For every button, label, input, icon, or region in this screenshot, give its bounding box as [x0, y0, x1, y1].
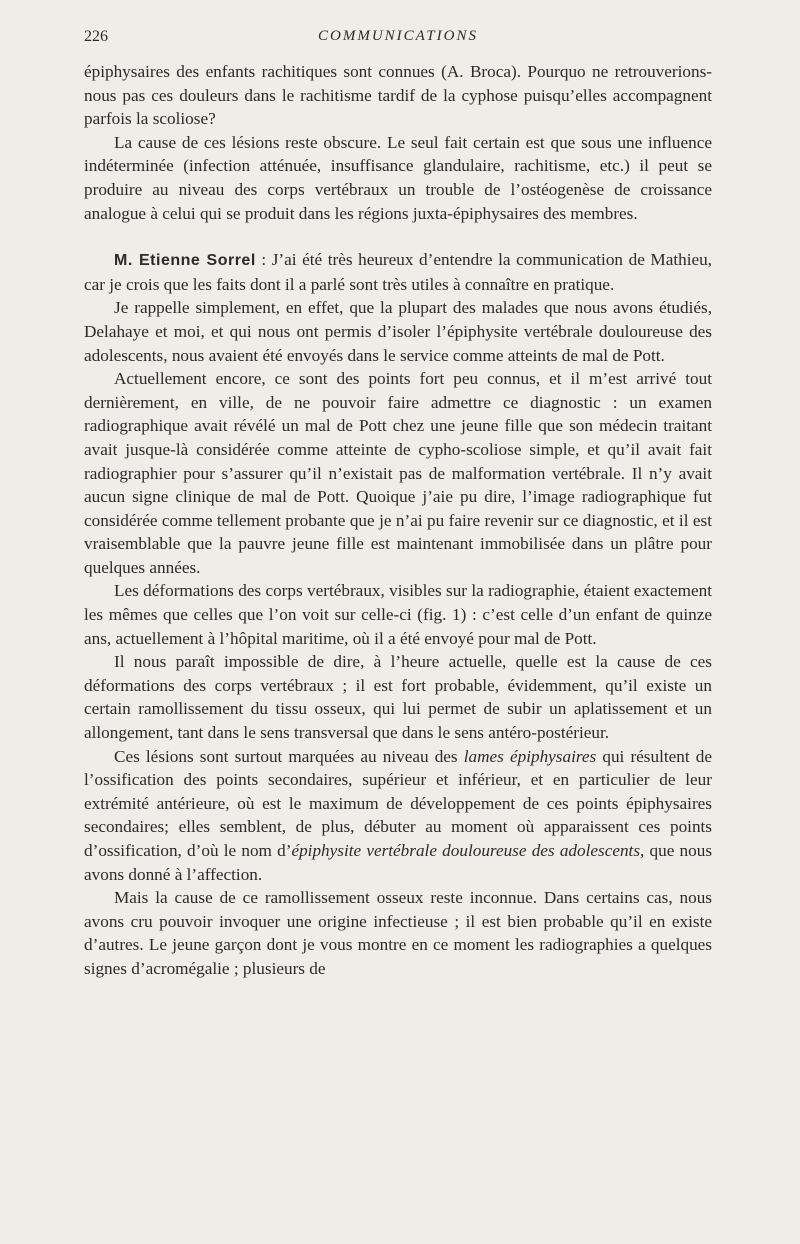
paragraph-8-italic-term: lames épiphysaires	[463, 746, 597, 766]
page-header	[84, 28, 712, 50]
paragraph-1: épiphysaires des enfants rachitiques sont connues (A. Broca). Pourquo ne retrouverions-nous pas ces douleurs dans le rachitisme tardif de la cyphose puisqu’elles accompagnent parfois la scoliose?	[84, 62, 712, 129]
paragraph-3-text: : J’ai été très heureux d’entendre la communication de Mathieu, car je crois que les faits dont il a parlé sont très utiles à connaître en pratique.	[84, 250, 712, 294]
paragraph-6: Les déformations des corps vertébraux, visibles sur la radiographie, étaient exactement les mêmes que celles que l’on voit sur celle-ci (fig. 1) : c’est celle d’un enfant de quinze ans, actuellement à l’hôpital maritime, où il a été envoyé pour mal de Pott.	[84, 581, 712, 648]
paragraph-4: Je rappelle simplement, en effet, que la plupart des malades que nous avons étudiés, Delahaye et moi, et qui nous ont permis d’isoler l’épiphysite vertébrale douloureuse des adolescents, nous avaient été envoyés dans le service comme atteints de mal de Pott.	[84, 298, 712, 365]
body-text	[84, 60, 712, 981]
paragraph-8-part-b: qui résultent de l’ossification des points secondaires, supérieur et inférieur, et en particulier de leur extrémité antérieure, où est le maximum de développement de ces points épiphysaires secondaires; elles semblent, de plus, débuter au moment où apparaissent ces points d’ossification, d’où le nom d’	[84, 746, 712, 860]
paragraph-7: Il nous paraît impossible de dire, à l’heure actuelle, quelle est la cause de ces déformations des corps vertébraux ; il est fort probable, évidemment, qu’il existe un certain ramollissement du tissu osseux, qui lui permet de subir un aplatissement et un allongement, tant dans le sens transversal que dans le sens antéro-postérieur.	[84, 652, 712, 743]
paragraph-5: Actuellement encore, ce sont des points fort peu connus, et il m’est arrivé tout dernièrement, en ville, de ne pouvoir faire admettre ce diagnostic : un examen radiographique avait révélé un mal de Pott chez une jeune fille que son médecin traitant avait jusque-là considérée comme atteinte de cypho-scoliose simple, et qu’il avait fait radiographier pour s’assurer qu’il n’existait pas de malformation vertébrale. Il n’y avait aucun signe clinique de mal de Pott. Quoique j’aie pu dire, l’image radiographique fut considérée comme tellement probante que je n’ai pu faire revenir sur ce diagnostic, et il est vraisemblable que la pauvre jeune fille est maintenant immobilisée dans un plâtre pour quelques années.	[84, 369, 712, 577]
paragraph-8-italic-disease-name: épiphysite vertébrale douloureuse des adolescents	[291, 841, 641, 860]
page-number: 226	[84, 28, 108, 45]
paragraph-2: La cause de ces lésions reste obscure. Le seul fait certain est que sous une influence indéterminée (infection atténuée, insuffisance glandulaire, rachitisme, etc.) il peut se produire au niveau des corps vertébraux un trouble de l’ostéogenèse de croissance analogue à celui qui se produit dans les régions juxta-épiphysaires des membres.	[84, 132, 712, 223]
running-title: COMMUNICATIONS	[318, 28, 478, 44]
paragraph-8	[84, 745, 712, 887]
paragraph-8-part-a: Ces lésions sont surtout marquées au niveau des	[114, 746, 464, 766]
speaker-name: M. Etienne Sorrel	[114, 252, 256, 270]
paragraph-8-part-c: , que nous avons donné à l’affection.	[84, 841, 713, 884]
paragraph-9: Mais la cause de ce ramollissement osseux reste inconnue. Dans certains cas, nous avons cru pouvoir invoquer une origine infectieuse ; il est bien probable qu’il en existe d’autres. Le jeune garçon dont je vous montre en ce moment les radiographies a quelques signes d’acromégalie ; plusieurs de	[84, 888, 712, 978]
paragraph-3	[84, 248, 712, 296]
